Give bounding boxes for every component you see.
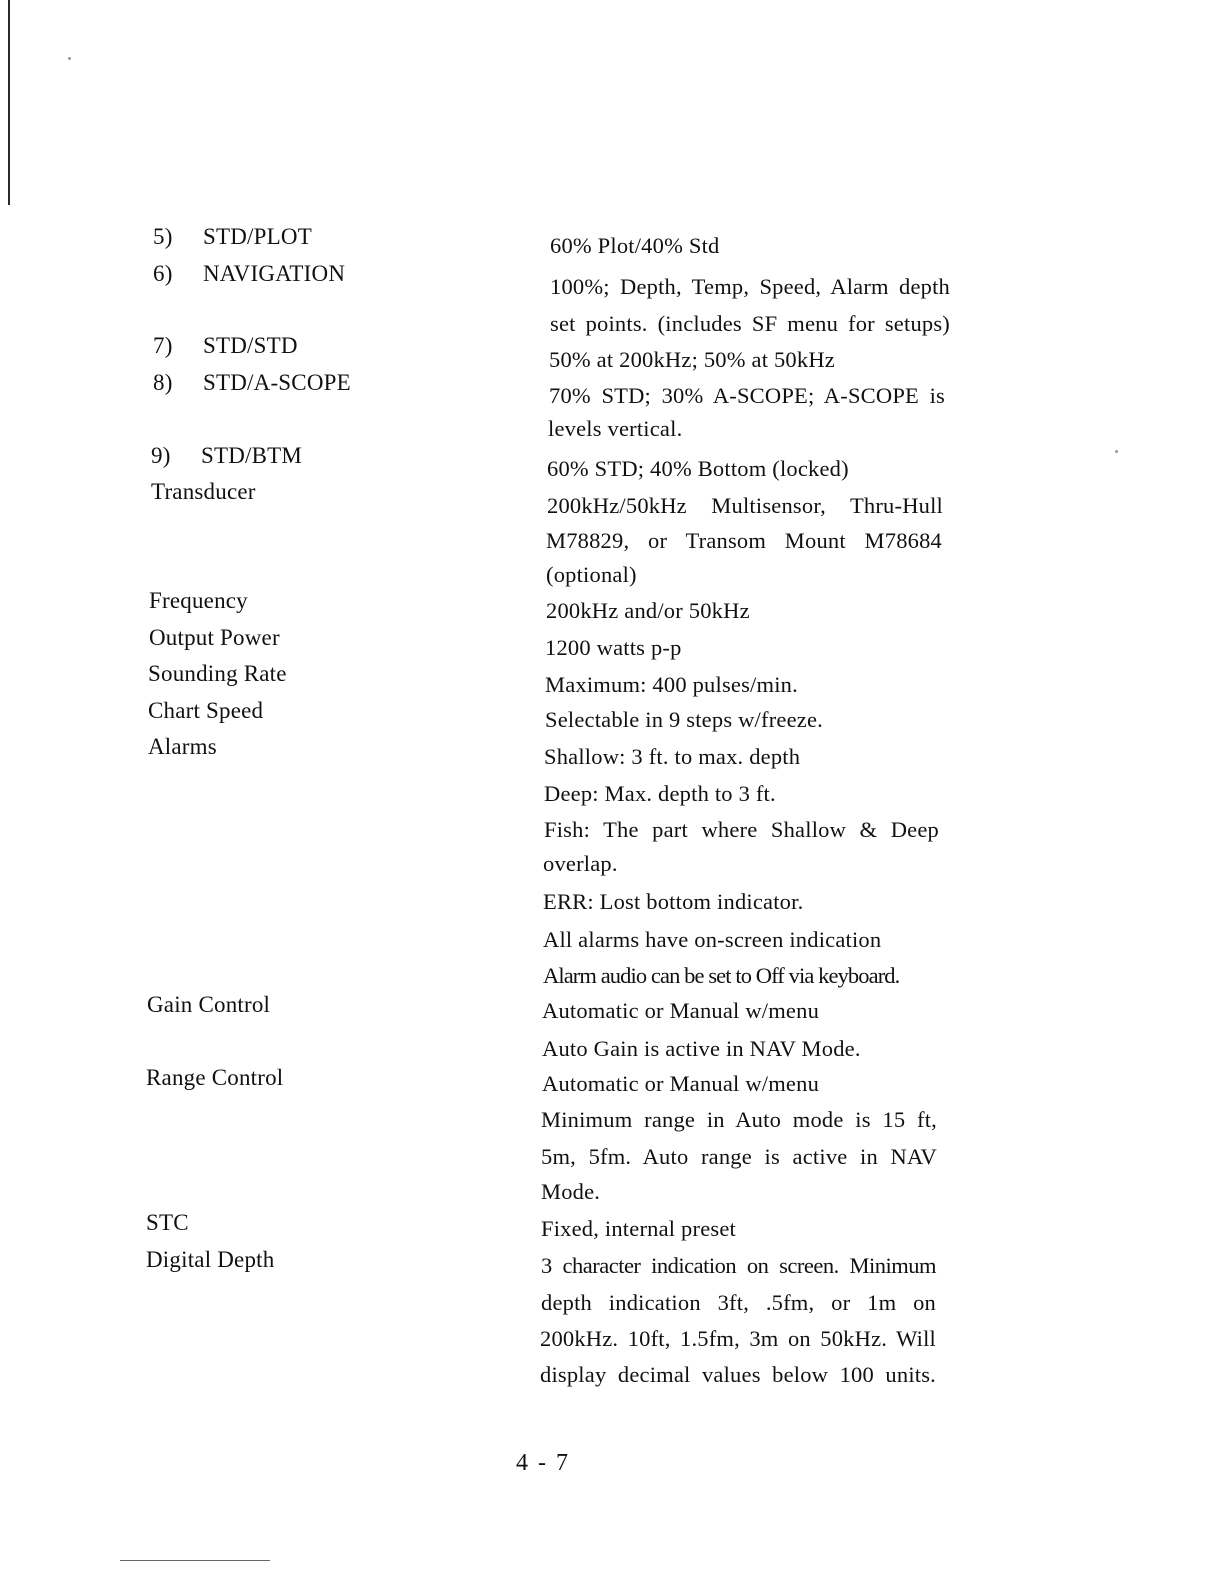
spec-value-line: 60% Plot/40% Std [550, 233, 720, 258]
scan-speck [68, 57, 71, 60]
spec-label: Output Power [149, 625, 280, 650]
spec-value-line: Maximum: 400 pulses/min. [545, 672, 798, 697]
spec-value-line: 200kHz and/or 50kHz [546, 598, 750, 623]
spec-value-line: Automatic or Manual w/menu [542, 1071, 820, 1096]
spec-value-line: 200kHz. 10ft, 1.5fm, 3m on 50kHz. Will [540, 1326, 936, 1351]
spec-label: 9) STD/BTM [151, 443, 303, 468]
spec-value-line: 3 character indication on screen. Minimum [541, 1253, 936, 1278]
spec-value-line: set points. (includes SF menu for setups) [550, 311, 950, 336]
spec-value-line: Selectable in 9 steps w/freeze. [545, 707, 823, 732]
spec-value-line: Fixed, internal preset [541, 1216, 736, 1241]
spec-value-line: Alarm audio can be set to Off via keyboard. [543, 963, 900, 988]
spec-value-line: 60% STD; 40% Bottom (locked) [547, 456, 849, 481]
spec-label: 5) STD/PLOT [153, 224, 312, 249]
spec-value-line: depth indication 3ft, .5fm, or 1m on [541, 1290, 936, 1315]
spec-value-line: 1200 watts p-p [545, 635, 682, 660]
spec-value-line: Minimum range in Auto mode is 15 ft, [541, 1107, 937, 1132]
spec-value-line: 5m, 5fm. Auto range is active in NAV [541, 1144, 937, 1169]
spec-value-line: overlap. [543, 851, 618, 876]
spec-label: Frequency [149, 588, 248, 613]
spec-value-line: ERR: Lost bottom indicator. [543, 889, 804, 914]
scan-edge [8, 0, 10, 205]
spec-value-line: 100%; Depth, Temp, Speed, Alarm depth [550, 274, 950, 299]
spec-label: Alarms [148, 734, 217, 759]
page-number: 4 - 7 [516, 1450, 570, 1476]
spec-value-line: Auto Gain is active in NAV Mode. [542, 1036, 861, 1061]
spec-value-line: All alarms have on-screen indication [543, 927, 882, 952]
spec-value-line: Automatic or Manual w/menu [542, 998, 820, 1023]
spec-label: Chart Speed [148, 698, 264, 723]
spec-label: STC [146, 1210, 189, 1235]
spec-label: 8) STD/A-SCOPE [153, 370, 351, 395]
spec-label: 6) NAVIGATION [153, 261, 346, 286]
spec-value-line: M78829, or Transom Mount M78684 [546, 528, 942, 553]
spec-value-line: 70% STD; 30% A-SCOPE; A-SCOPE is [549, 383, 945, 408]
scan-line [120, 1560, 270, 1561]
spec-value-line: (optional) [546, 562, 637, 587]
spec-value-line: Fish: The part where Shallow & Deep [544, 817, 939, 842]
spec-value-line: Shallow: 3 ft. to max. depth [544, 744, 801, 769]
spec-label: Sounding Rate [148, 661, 287, 686]
spec-value-line: display decimal values below 100 units. [540, 1362, 936, 1387]
spec-label: 7) STD/STD [153, 333, 298, 358]
spec-value-line: Deep: Max. depth to 3 ft. [544, 781, 776, 806]
spec-value-line: 200kHz/50kHz Multisensor, Thru-Hull [547, 493, 943, 518]
scan-speck [1115, 450, 1118, 453]
spec-value-line: Mode. [541, 1179, 601, 1204]
spec-label: Transducer [151, 479, 256, 504]
spec-label: Gain Control [147, 992, 271, 1017]
spec-label: Digital Depth [146, 1247, 275, 1272]
spec-label: Range Control [146, 1065, 284, 1090]
spec-value-line: 50% at 200kHz; 50% at 50kHz [549, 347, 835, 372]
spec-value-line: levels vertical. [548, 416, 683, 441]
